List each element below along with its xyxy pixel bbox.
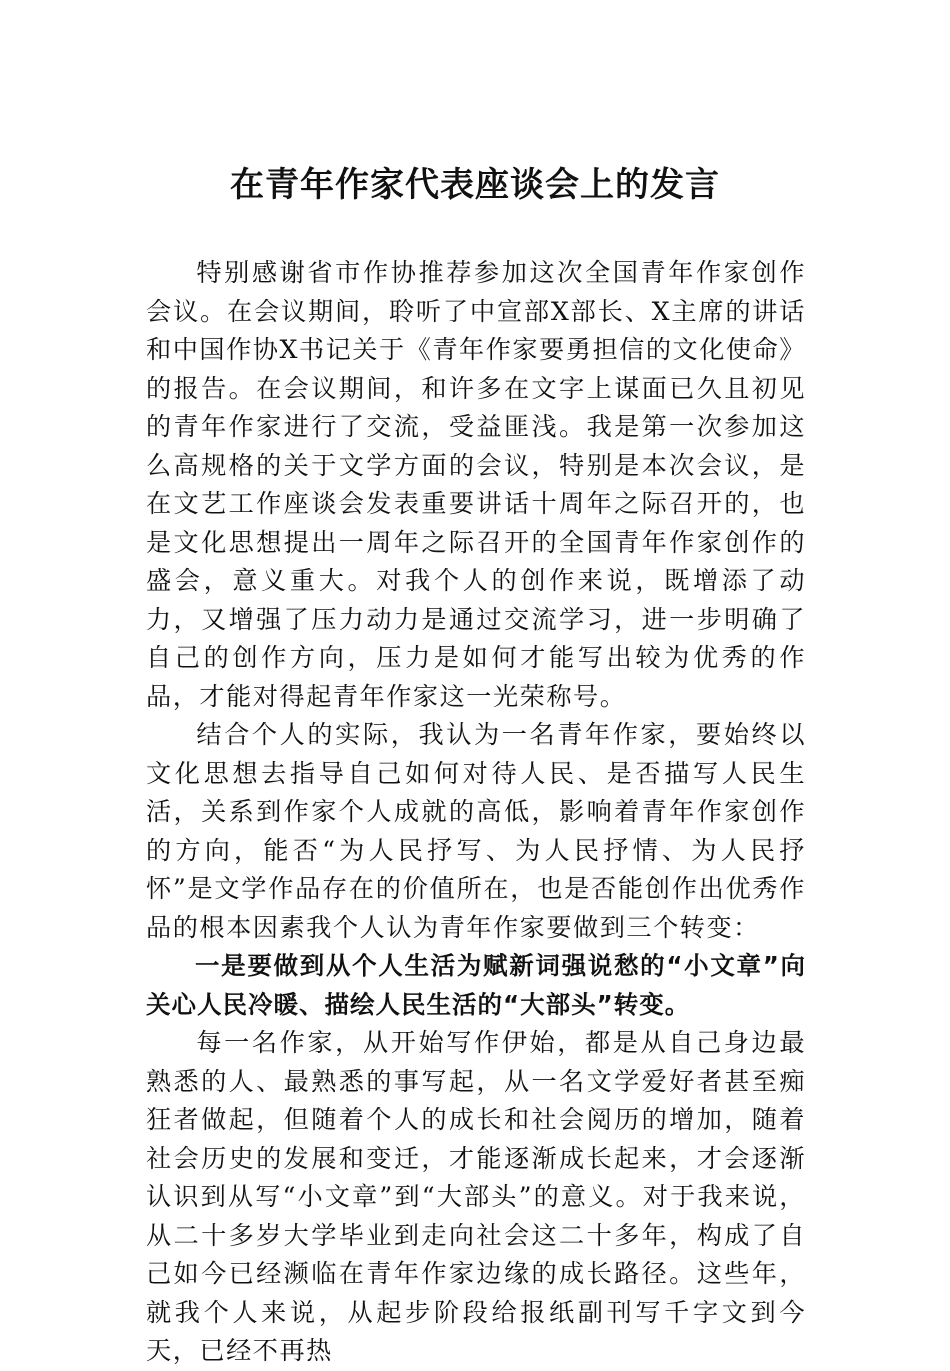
section-heading-first-transformation: 一是要做到从个人生活为赋新词强说愁的“小文章”向关心人民冷暖、描绘人民生活的“大部头”转变。 [146, 951, 806, 1019]
paragraph-personal-view: 结合个人的实际，我认为一名青年作家，要始终以文化思想去指导自己如何对待人民、是否描写人民生活，关系到作家个人成就的高低，影响着青年作家创作的方向，能否“为人民抒写、为人民抒情、为人民抒怀”是文学作品存在的价值所在，也是否能创作出优秀作品的根本因素我个人认为青年作家要做到三个转变： [146, 720, 806, 942]
document-title: 在青年作家代表座谈会上的发言 [230, 165, 720, 205]
document-body [146, 254, 806, 1371]
paragraph-writer-growth: 每一名作家，从开始写作伊始，都是从自己身边最熟悉的人、最熟悉的事写起，从一名文学爱好者甚至痴狂者做起，但随着个人的成长和社会阅历的增加，随着社会历史的发展和变迁，才能逐渐成长起来，才会逐渐认识到从写“小文章”到“大部头”的意义。对于我来说，从二十多岁大学毕业到走向社会这二十多年，构成了自己如今已经濒临在青年作家边缘的成长路径。这些年，就我个人来说，从起步阶段给报纸副刊写千字文到今天，已经不再热 [146, 1028, 806, 1365]
paragraph-intro: 特别感谢省市作协推荐参加这次全国青年作家创作会议。在会议期间，聆听了中宣部X部长、X主席的讲话和中国作协X书记关于《青年作家要勇担信的文化使命》的报告。在会议期间，和许多在文字上谋面已久且初见的青年作家进行了交流，受益匪浅。我是第一次参加这么高规格的关于文学方面的会议，特别是本次会议，是在文艺工作座谈会发表重要讲话十周年之际召开的，也是文化思想提出一周年之际召开的全国青年作家创作的盛会，意义重大。对我个人的创作来说，既增添了动力，又增强了压力动力是通过交流学习，进一步明确了自己的创作方向，压力是如何才能写出较为优秀的作品，才能对得起青年作家这一光荣称号。 [146, 258, 806, 711]
